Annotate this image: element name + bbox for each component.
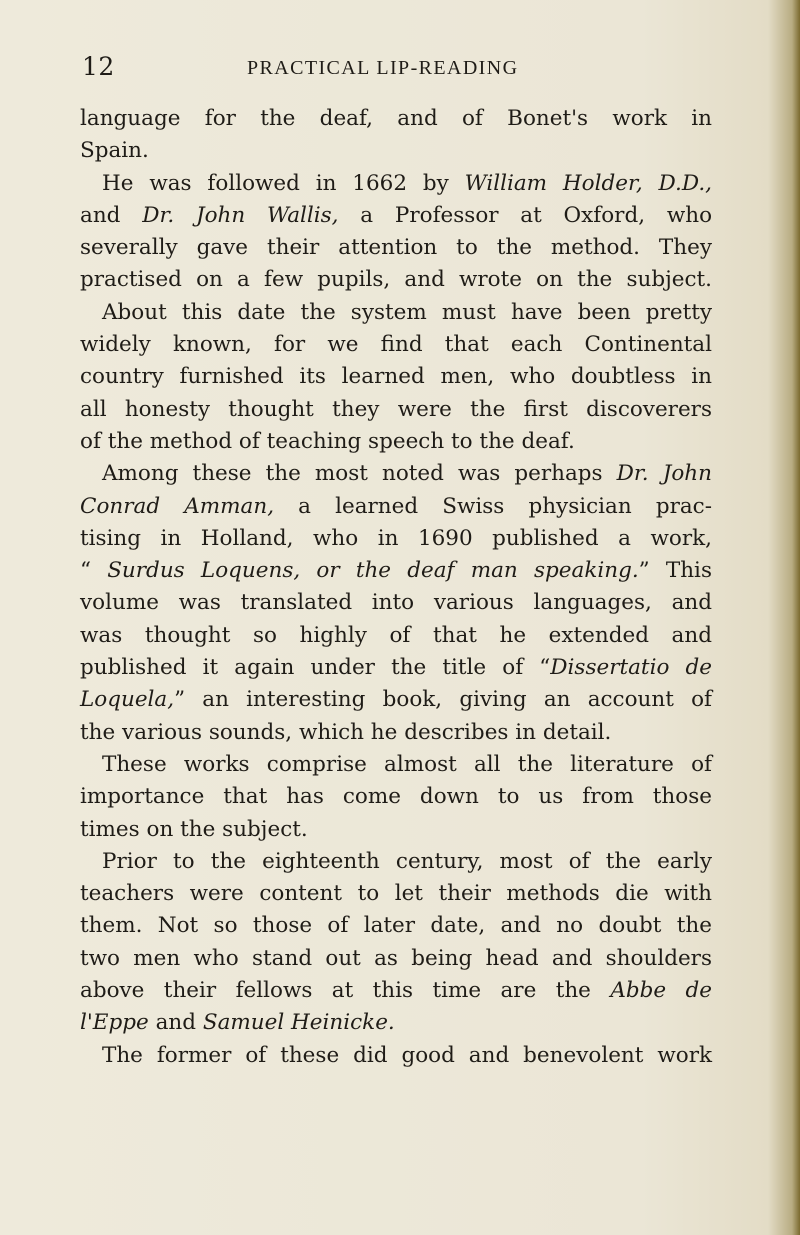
text-line: [80, 652, 712, 684]
text-span: and: [80, 202, 143, 228]
text-span: language for the deaf, and of Bonet's work in: [80, 106, 712, 131]
text-span: widely known, for we find that each Continental: [80, 332, 712, 358]
text-span: Spain.: [80, 138, 149, 164]
text-line: [80, 491, 712, 523]
text-span: About this date the system must have been pretty: [102, 299, 712, 325]
text-line: [80, 361, 712, 393]
text-span: severally gave their attention to the method. They: [80, 235, 712, 261]
body-text: [80, 103, 712, 1072]
text-line: [80, 975, 712, 1007]
italic-name: Abbe de: [610, 978, 712, 1004]
text-span: He was followed in 1662 by: [102, 170, 465, 196]
italic-name: Dr. John: [616, 461, 712, 487]
running-title: PRACTICAL LIP-READING: [247, 57, 519, 79]
text-line: [80, 943, 712, 975]
italic-name: William Holder, D.D.,: [464, 170, 712, 196]
text-span: importance that has come down to us from those: [80, 784, 712, 810]
text-line: [80, 232, 712, 264]
text-line: [80, 103, 712, 135]
text-line: [80, 555, 712, 587]
text-span: published it again under the title of “: [80, 655, 551, 681]
text-span: of the method of teaching speech to the deaf.: [80, 428, 575, 454]
text-line: [80, 394, 712, 426]
text-line: [80, 458, 712, 490]
text-span: practised on a few pupils, and wrote on the subject.: [80, 267, 712, 293]
text-line: [80, 749, 712, 781]
italic-name: l'Eppe: [80, 1010, 149, 1036]
text-line: [80, 297, 712, 329]
text-span: “: [80, 558, 108, 584]
text-line: [80, 910, 712, 942]
italic-name: Samuel Heinicke.: [202, 1010, 395, 1036]
page-number: 12: [82, 52, 115, 81]
text-line: [80, 620, 712, 652]
text-span: was thought so highly of that he extended and: [80, 622, 712, 648]
text-span: ” This: [638, 558, 712, 584]
text-span: teachers were content to let their methods die with: [80, 881, 712, 907]
text-line: [80, 846, 712, 878]
text-span: country furnished its learned men, who doubtless in: [80, 364, 712, 390]
text-span: These works comprise almost all the literature of: [102, 751, 712, 777]
text-line: [80, 523, 712, 555]
italic-name: Dr. John Wallis,: [142, 202, 339, 228]
text-span: a Professor at Oxford, who: [338, 202, 713, 228]
text-span: the various sounds, which he describes in detail.: [80, 719, 612, 745]
text-span: Among these the most noted was perhaps: [102, 461, 617, 487]
text-line: [80, 814, 712, 846]
text-span: and: [148, 1010, 203, 1036]
text-line: [80, 264, 712, 296]
text-line: [80, 329, 712, 361]
text-line: [80, 587, 712, 619]
italic-title: Loquela,: [80, 687, 175, 713]
text-span: a learned Swiss physician prac-: [274, 493, 712, 519]
text-span: volume was translated into various languages, and: [80, 590, 712, 616]
text-line: [80, 684, 712, 716]
text-span: two men who stand out as being head and shoulders: [80, 945, 712, 971]
text-span: them. Not so those of later date, and no doubt the: [80, 913, 712, 939]
text-span: tising in Holland, who in 1690 published a work,: [80, 525, 712, 551]
italic-name: Conrad Amman,: [80, 493, 275, 519]
text-line: [80, 168, 712, 200]
text-span: Prior to the eighteenth century, most of the early: [102, 848, 712, 874]
text-span: The former of these did good and benevolent work: [102, 1042, 712, 1068]
text-line: [80, 717, 712, 749]
italic-title: Dissertatio de: [550, 655, 713, 681]
text-line: [80, 878, 712, 910]
text-line: [80, 426, 712, 458]
text-span: times on the subject.: [80, 816, 308, 842]
text-line: [80, 781, 712, 813]
text-span: all honesty thought they were the first discoverers: [80, 396, 712, 422]
text-span: above their fellows at this time are the: [80, 978, 611, 1004]
text-span: ” an interesting book, giving an account of: [174, 687, 712, 713]
text-line: [80, 1007, 712, 1039]
page-header: [82, 52, 722, 86]
italic-title: Surdus Loquens, or the deaf man speaking.: [107, 558, 639, 584]
text-line: [80, 200, 712, 232]
text-line: [80, 1040, 712, 1072]
text-line: [80, 135, 712, 167]
